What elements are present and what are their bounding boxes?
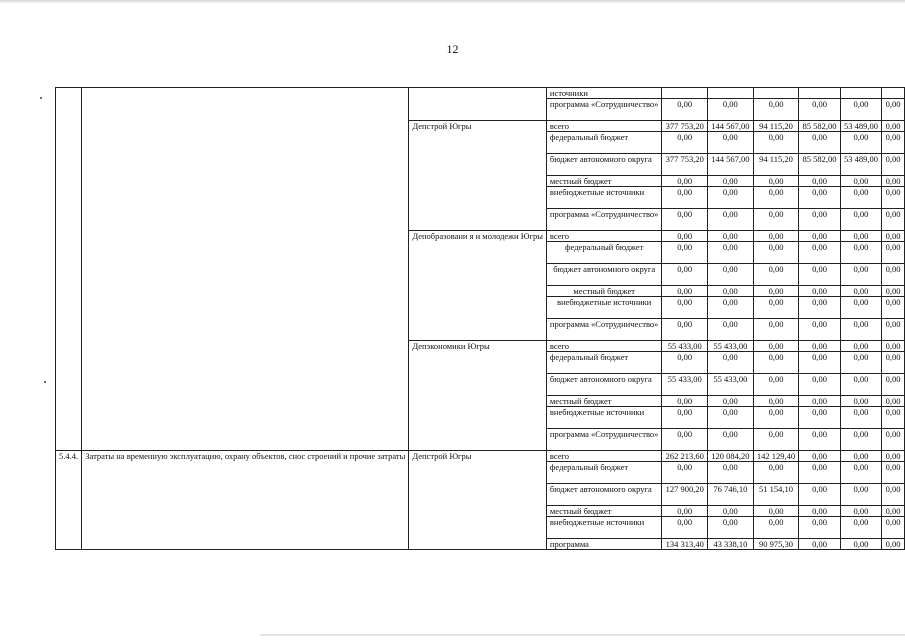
amount-cell: 0,00 xyxy=(882,407,905,429)
amount-cell: 0,00 xyxy=(753,99,799,121)
amount-cell: 0,00 xyxy=(708,264,754,286)
amount-cell: 0,00 xyxy=(799,517,840,539)
amount-cell: 0,00 xyxy=(708,187,754,209)
amount-cell: 0,00 xyxy=(799,286,840,297)
amount-cell: 142 129,40 xyxy=(753,451,799,462)
amount-cell: 0,00 xyxy=(753,319,799,341)
funding-source-cell: федеральный бюджет xyxy=(546,242,662,264)
amount-cell: 0,00 xyxy=(882,451,905,462)
amount-cell: 0,00 xyxy=(662,286,708,297)
amount-cell: 0,00 xyxy=(662,99,708,121)
amount-cell: 0,00 xyxy=(799,484,840,506)
table-row xyxy=(56,88,905,99)
funding-source-cell: местный бюджет xyxy=(546,506,662,517)
funding-source-cell: бюджет автономного округа xyxy=(546,154,662,176)
amount-cell: 0,00 xyxy=(708,242,754,264)
amount-cell xyxy=(753,88,799,99)
amount-cell: 0,00 xyxy=(840,341,881,352)
funding-source-cell: федеральный бюджет xyxy=(546,132,662,154)
amount-cell: 0,00 xyxy=(840,264,881,286)
amount-cell: 0,00 xyxy=(799,352,840,374)
amount-cell: 0,00 xyxy=(840,242,881,264)
amount-cell: 0,00 xyxy=(840,517,881,539)
amount-cell: 0,00 xyxy=(708,462,754,484)
amount-cell: 0,00 xyxy=(753,132,799,154)
amount-cell: 0,00 xyxy=(799,396,840,407)
amount-cell: 0,00 xyxy=(882,264,905,286)
amount-cell: 55 433,00 xyxy=(662,341,708,352)
amount-cell: 0,00 xyxy=(662,187,708,209)
amount-cell: 85 582,00 xyxy=(799,154,840,176)
amount-cell xyxy=(708,88,754,99)
amount-cell: 0,00 xyxy=(708,319,754,341)
amount-cell: 0,00 xyxy=(882,209,905,231)
amount-cell: 0,00 xyxy=(882,99,905,121)
amount-cell: 0,00 xyxy=(799,264,840,286)
executor-cell: Депобразовани я и молодежи Югры xyxy=(409,231,547,341)
amount-cell: 90 975,30 xyxy=(753,539,799,550)
amount-cell: 53 489,00 xyxy=(840,121,881,132)
amount-cell: 0,00 xyxy=(799,374,840,396)
amount-cell: 0,00 xyxy=(799,451,840,462)
funding-source-cell: местный бюджет xyxy=(546,286,662,297)
funding-source-cell: программа xyxy=(546,539,662,550)
amount-cell: 0,00 xyxy=(708,99,754,121)
amount-cell: 0,00 xyxy=(662,407,708,429)
amount-cell: 0,00 xyxy=(882,242,905,264)
amount-cell: 0,00 xyxy=(882,484,905,506)
funding-source-cell: бюджет автономного округа xyxy=(546,484,662,506)
amount-cell: 0,00 xyxy=(662,517,708,539)
amount-cell: 0,00 xyxy=(708,506,754,517)
amount-cell: 0,00 xyxy=(799,319,840,341)
amount-cell: 0,00 xyxy=(882,352,905,374)
amount-cell: 0,00 xyxy=(882,396,905,407)
amount-cell: 0,00 xyxy=(708,286,754,297)
amount-cell: 0,00 xyxy=(753,396,799,407)
amount-cell: 0,00 xyxy=(882,154,905,176)
amount-cell xyxy=(662,88,708,99)
amount-cell: 0,00 xyxy=(708,517,754,539)
amount-cell: 0,00 xyxy=(753,517,799,539)
amount-cell: 120 084,20 xyxy=(708,451,754,462)
funding-source-cell: программа «Сотрудничество» xyxy=(546,99,662,121)
amount-cell: 51 154,10 xyxy=(753,484,799,506)
amount-cell: 0,00 xyxy=(708,429,754,451)
amount-cell: 0,00 xyxy=(753,297,799,319)
amount-cell: 0,00 xyxy=(753,462,799,484)
amount-cell: 144 567,00 xyxy=(708,121,754,132)
amount-cell: 0,00 xyxy=(840,352,881,374)
amount-cell: 0,00 xyxy=(708,176,754,187)
amount-cell: 0,00 xyxy=(662,264,708,286)
amount-cell: 0,00 xyxy=(753,429,799,451)
amount-cell: 55 433,00 xyxy=(662,374,708,396)
amount-cell: 144 567,00 xyxy=(708,154,754,176)
amount-cell xyxy=(882,88,905,99)
amount-cell: 0,00 xyxy=(882,187,905,209)
amount-cell: 0,00 xyxy=(708,132,754,154)
amount-cell: 0,00 xyxy=(840,209,881,231)
amount-cell: 0,00 xyxy=(708,352,754,374)
amount-cell: 0,00 xyxy=(840,451,881,462)
amount-cell: 53 489,00 xyxy=(840,154,881,176)
amount-cell: 0,00 xyxy=(662,132,708,154)
amount-cell: 0,00 xyxy=(882,341,905,352)
funding-source-cell: бюджет автономного округа xyxy=(546,374,662,396)
measure-code-cell xyxy=(56,88,82,451)
amount-cell: 0,00 xyxy=(799,187,840,209)
funding-source-cell: местный бюджет xyxy=(546,176,662,187)
budget-table xyxy=(55,87,905,550)
amount-cell: 0,00 xyxy=(753,242,799,264)
amount-cell: 0,00 xyxy=(840,319,881,341)
funding-source-cell: всего xyxy=(546,121,662,132)
amount-cell: 0,00 xyxy=(840,506,881,517)
amount-cell: 0,00 xyxy=(662,231,708,242)
amount-cell: 0,00 xyxy=(882,506,905,517)
executor-cell: Депстрой Югры xyxy=(409,121,547,231)
funding-source-cell: внебюджетные источники xyxy=(546,187,662,209)
amount-cell: 0,00 xyxy=(840,407,881,429)
amount-cell: 0,00 xyxy=(753,407,799,429)
amount-cell: 0,00 xyxy=(799,429,840,451)
executor-cell xyxy=(409,88,547,121)
amount-cell: 0,00 xyxy=(882,319,905,341)
measure-code-cell: 5.4.4. xyxy=(56,451,82,550)
executor-cell: Депстрой Югры xyxy=(409,451,547,550)
amount-cell: 0,00 xyxy=(753,374,799,396)
amount-cell: 0,00 xyxy=(840,231,881,242)
amount-cell: 0,00 xyxy=(799,99,840,121)
amount-cell: 0,00 xyxy=(882,429,905,451)
amount-cell: 0,00 xyxy=(753,231,799,242)
amount-cell: 134 313,40 xyxy=(662,539,708,550)
amount-cell: 0,00 xyxy=(708,407,754,429)
amount-cell: 0,00 xyxy=(882,374,905,396)
amount-cell: 0,00 xyxy=(882,462,905,484)
amount-cell: 0,00 xyxy=(840,297,881,319)
funding-source-cell: программа «Сотрудничество» xyxy=(546,429,662,451)
funding-source-cell: федеральный бюджет xyxy=(546,352,662,374)
amount-cell: 0,00 xyxy=(662,462,708,484)
table-row xyxy=(56,451,905,462)
amount-cell: 0,00 xyxy=(799,341,840,352)
funding-source-cell: программа «Сотрудничество» xyxy=(546,209,662,231)
amount-cell: 0,00 xyxy=(840,396,881,407)
measure-name-cell: Затраты на временную эксплуатацию, охрану объектов, снос строений и прочие затраты xyxy=(82,451,409,550)
amount-cell: 0,00 xyxy=(708,209,754,231)
amount-cell: 0,00 xyxy=(840,484,881,506)
scan-speck xyxy=(44,381,46,383)
amount-cell: 0,00 xyxy=(799,132,840,154)
scan-edge-top xyxy=(0,0,905,4)
amount-cell xyxy=(799,88,840,99)
amount-cell: 0,00 xyxy=(799,231,840,242)
amount-cell: 0,00 xyxy=(799,539,840,550)
amount-cell: 0,00 xyxy=(840,99,881,121)
amount-cell: 0,00 xyxy=(662,319,708,341)
amount-cell: 0,00 xyxy=(799,407,840,429)
page-number: 12 xyxy=(446,42,459,56)
amount-cell: 0,00 xyxy=(840,176,881,187)
amount-cell: 0,00 xyxy=(753,209,799,231)
funding-source-cell: всего xyxy=(546,451,662,462)
amount-cell: 0,00 xyxy=(753,176,799,187)
amount-cell: 0,00 xyxy=(662,429,708,451)
amount-cell: 76 746,10 xyxy=(708,484,754,506)
budget-table-container xyxy=(55,87,905,550)
amount-cell: 0,00 xyxy=(753,506,799,517)
funding-source-cell: источники xyxy=(546,88,662,99)
amount-cell: 0,00 xyxy=(708,297,754,319)
amount-cell: 0,00 xyxy=(882,517,905,539)
funding-source-cell: программа «Сотрудничество» xyxy=(546,319,662,341)
amount-cell: 0,00 xyxy=(662,209,708,231)
amount-cell: 85 582,00 xyxy=(799,121,840,132)
amount-cell xyxy=(840,88,881,99)
amount-cell: 0,00 xyxy=(840,132,881,154)
amount-cell: 0,00 xyxy=(708,396,754,407)
amount-cell: 0,00 xyxy=(840,429,881,451)
funding-source-cell: внебюджетные источники xyxy=(546,297,662,319)
measure-name-cell xyxy=(82,88,409,451)
scan-speck xyxy=(40,97,42,99)
amount-cell: 0,00 xyxy=(799,176,840,187)
amount-cell: 0,00 xyxy=(882,539,905,550)
amount-cell: 0,00 xyxy=(882,286,905,297)
amount-cell: 0,00 xyxy=(882,132,905,154)
amount-cell: 377 753,20 xyxy=(662,154,708,176)
amount-cell: 0,00 xyxy=(882,231,905,242)
funding-source-cell: внебюджетные источники xyxy=(546,517,662,539)
amount-cell: 55 433,00 xyxy=(708,341,754,352)
funding-source-cell: местный бюджет xyxy=(546,396,662,407)
amount-cell: 94 115,20 xyxy=(753,121,799,132)
amount-cell: 377 753,20 xyxy=(662,121,708,132)
amount-cell: 94 115,20 xyxy=(753,154,799,176)
amount-cell: 43 338,10 xyxy=(708,539,754,550)
amount-cell: 0,00 xyxy=(753,352,799,374)
amount-cell: 0,00 xyxy=(799,506,840,517)
amount-cell: 0,00 xyxy=(840,286,881,297)
amount-cell: 0,00 xyxy=(662,396,708,407)
executor-cell: Депэкономики Югры xyxy=(409,341,547,451)
funding-source-cell: внебюджетные источники xyxy=(546,407,662,429)
amount-cell: 0,00 xyxy=(662,242,708,264)
amount-cell: 0,00 xyxy=(799,297,840,319)
amount-cell: 0,00 xyxy=(840,539,881,550)
amount-cell: 0,00 xyxy=(882,297,905,319)
amount-cell: 55 433,00 xyxy=(708,374,754,396)
amount-cell: 0,00 xyxy=(708,231,754,242)
amount-cell: 0,00 xyxy=(840,462,881,484)
amount-cell: 0,00 xyxy=(662,297,708,319)
funding-source-cell: всего xyxy=(546,231,662,242)
funding-source-cell: всего xyxy=(546,341,662,352)
amount-cell: 127 900,20 xyxy=(662,484,708,506)
amount-cell: 0,00 xyxy=(882,176,905,187)
amount-cell: 0,00 xyxy=(799,209,840,231)
amount-cell: 0,00 xyxy=(799,242,840,264)
amount-cell: 0,00 xyxy=(753,341,799,352)
funding-source-cell: федеральный бюджет xyxy=(546,462,662,484)
amount-cell: 0,00 xyxy=(882,121,905,132)
funding-source-cell: бюджет автономного округа xyxy=(546,264,662,286)
amount-cell: 0,00 xyxy=(840,187,881,209)
amount-cell: 0,00 xyxy=(799,462,840,484)
amount-cell: 0,00 xyxy=(662,352,708,374)
amount-cell: 0,00 xyxy=(840,374,881,396)
amount-cell: 0,00 xyxy=(753,264,799,286)
amount-cell: 0,00 xyxy=(662,506,708,517)
amount-cell: 0,00 xyxy=(662,176,708,187)
amount-cell: 0,00 xyxy=(753,187,799,209)
amount-cell: 262 213,60 xyxy=(662,451,708,462)
amount-cell: 0,00 xyxy=(753,286,799,297)
scan-edge-bottom xyxy=(260,634,905,636)
